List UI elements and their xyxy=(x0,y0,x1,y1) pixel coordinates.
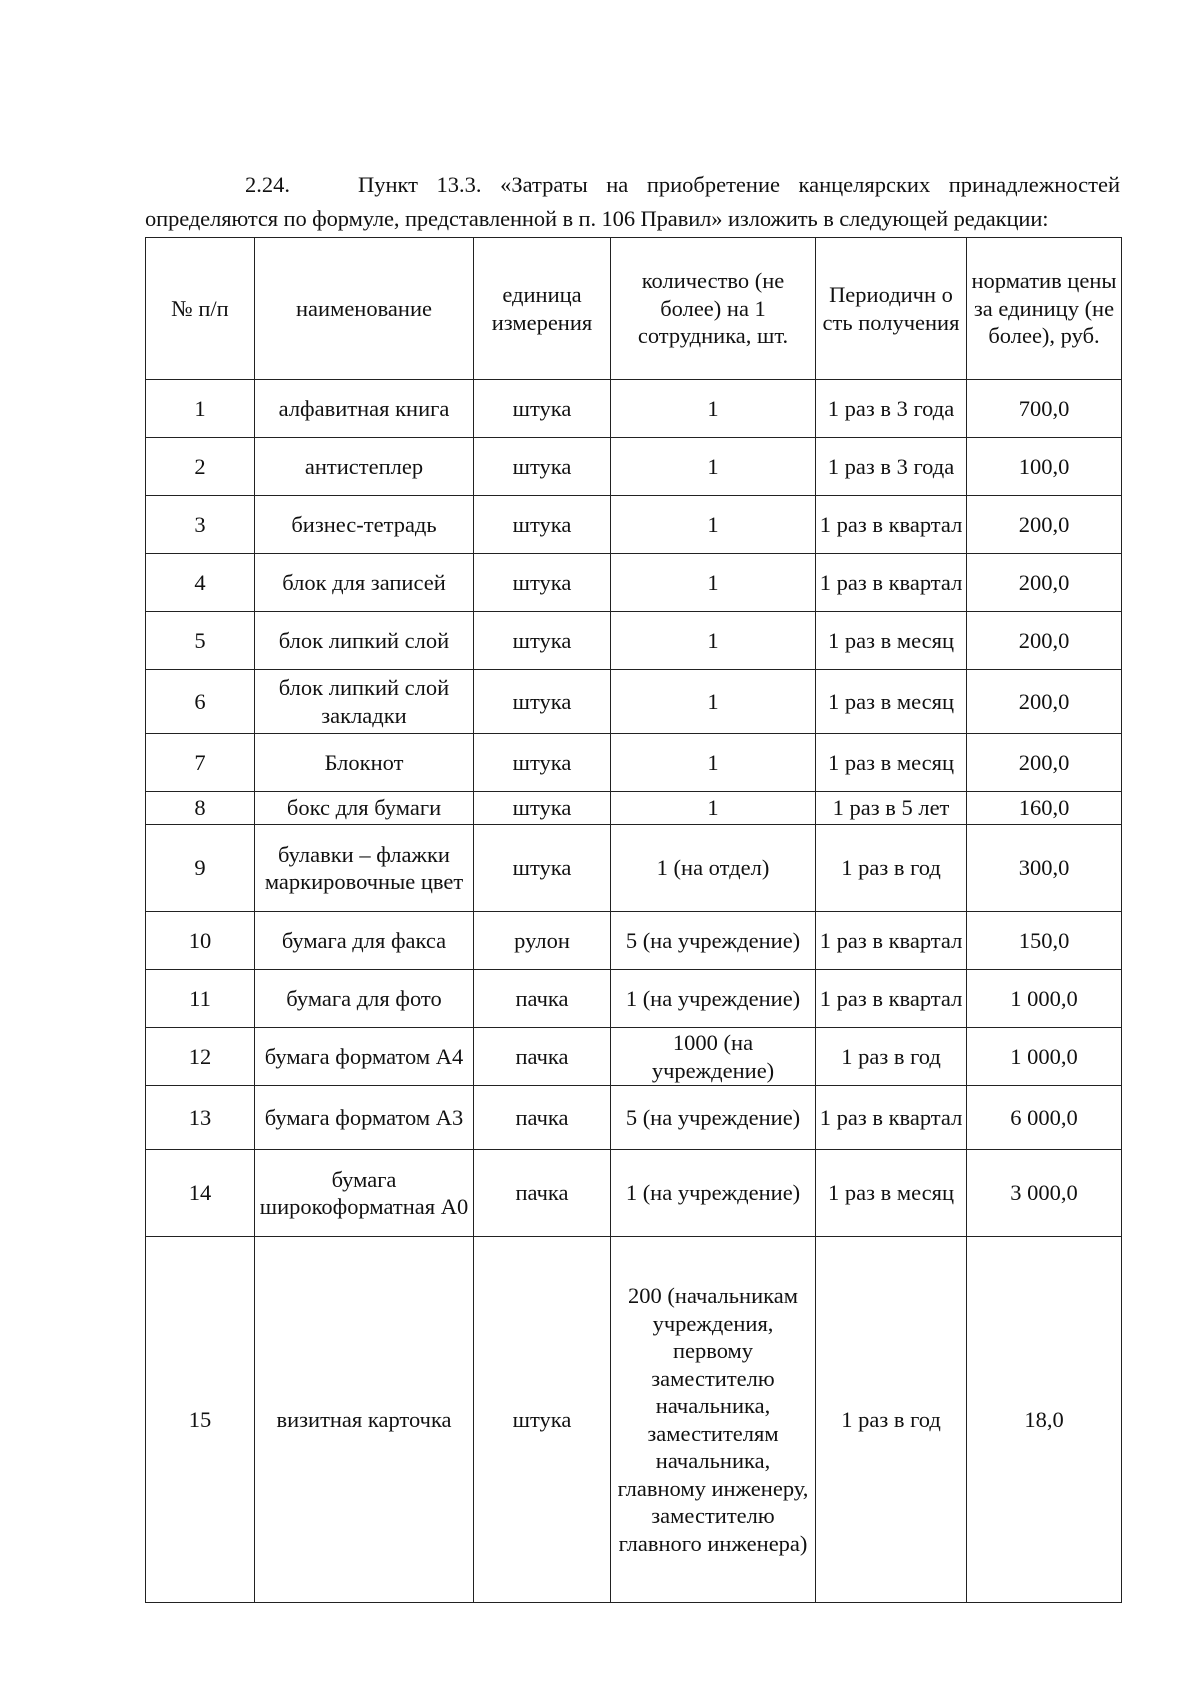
cell-number: 12 xyxy=(146,1028,255,1086)
cell-unit: штука xyxy=(474,825,611,912)
header-number: № п/п xyxy=(146,238,255,380)
cell-number: 11 xyxy=(146,970,255,1028)
cell-unit: штука xyxy=(474,554,611,612)
cell-name: алфавитная книга xyxy=(255,380,474,438)
cell-periodicity: 1 раз в месяц xyxy=(816,1150,967,1237)
cell-price: 200,0 xyxy=(967,612,1122,670)
cell-number: 7 xyxy=(146,734,255,792)
table-row xyxy=(146,825,1122,912)
table-row xyxy=(146,380,1122,438)
cell-periodicity: 1 раз в месяц xyxy=(816,734,967,792)
cell-quantity: 1 (на учреждение) xyxy=(611,1150,816,1237)
intro-paragraph xyxy=(145,168,1120,236)
cell-number: 5 xyxy=(146,612,255,670)
table-row xyxy=(146,554,1122,612)
cell-unit: пачка xyxy=(474,1150,611,1237)
cell-quantity: 1000 (на учреждение) xyxy=(611,1028,816,1086)
cell-price: 160,0 xyxy=(967,792,1122,825)
cell-unit: пачка xyxy=(474,1028,611,1086)
cell-quantity: 1 xyxy=(611,496,816,554)
cell-unit: штука xyxy=(474,670,611,734)
cell-price: 200,0 xyxy=(967,734,1122,792)
cell-periodicity: 1 раз в месяц xyxy=(816,670,967,734)
cell-periodicity: 1 раз в квартал xyxy=(816,1086,967,1150)
cell-unit: штука xyxy=(474,792,611,825)
cell-price: 200,0 xyxy=(967,496,1122,554)
cell-quantity: 1 xyxy=(611,612,816,670)
cell-name: блок липкий слой xyxy=(255,612,474,670)
cell-price: 6 000,0 xyxy=(967,1086,1122,1150)
cell-periodicity: 1 раз в год xyxy=(816,825,967,912)
cell-name: визитная карточка xyxy=(255,1237,474,1603)
cell-number: 8 xyxy=(146,792,255,825)
cell-number: 3 xyxy=(146,496,255,554)
cell-number: 1 xyxy=(146,380,255,438)
cell-name: бизнес-тетрадь xyxy=(255,496,474,554)
table-row xyxy=(146,970,1122,1028)
cell-price: 18,0 xyxy=(967,1237,1122,1603)
clause-number: 2.24. xyxy=(245,172,290,197)
cell-name: блок липкий слой закладки xyxy=(255,670,474,734)
cell-name: булавки – флажки маркировочные цвет xyxy=(255,825,474,912)
cell-periodicity: 1 раз в квартал xyxy=(816,554,967,612)
cell-number: 9 xyxy=(146,825,255,912)
cell-unit: штука xyxy=(474,734,611,792)
cell-periodicity: 1 раз в год xyxy=(816,1028,967,1086)
table-row xyxy=(146,438,1122,496)
cell-periodicity: 1 раз в год xyxy=(816,1237,967,1603)
cell-number: 10 xyxy=(146,912,255,970)
cell-quantity: 5 (на учреждение) xyxy=(611,1086,816,1150)
cell-price: 200,0 xyxy=(967,670,1122,734)
cell-periodicity: 1 раз в квартал xyxy=(816,912,967,970)
cell-price: 3 000,0 xyxy=(967,1150,1122,1237)
cell-price: 300,0 xyxy=(967,825,1122,912)
cell-periodicity: 1 раз в квартал xyxy=(816,496,967,554)
cell-number: 15 xyxy=(146,1237,255,1603)
cell-unit: штука xyxy=(474,380,611,438)
table-header-row xyxy=(146,238,1122,380)
cell-number: 14 xyxy=(146,1150,255,1237)
header-unit: единица измерения xyxy=(474,238,611,380)
cell-name: антистеплер xyxy=(255,438,474,496)
cell-quantity: 1 xyxy=(611,438,816,496)
cell-name: бокс для бумаги xyxy=(255,792,474,825)
table-row xyxy=(146,670,1122,734)
cell-unit: пачка xyxy=(474,1086,611,1150)
header-price: норматив цены за единицу (не более), руб. xyxy=(967,238,1122,380)
cell-name: бумага форматом А3 xyxy=(255,1086,474,1150)
cell-periodicity: 1 раз в 3 года xyxy=(816,438,967,496)
cell-unit: штука xyxy=(474,612,611,670)
table-row xyxy=(146,1150,1122,1237)
cell-unit: штука xyxy=(474,496,611,554)
intro-text-line-2: определяются по формуле, представленной в п. 106 Правил» изложить в следующей редакции: xyxy=(145,206,1049,231)
cell-quantity: 1 (на отдел) xyxy=(611,825,816,912)
table-row xyxy=(146,1028,1122,1086)
cell-periodicity: 1 раз в месяц xyxy=(816,612,967,670)
cell-price: 1 000,0 xyxy=(967,1028,1122,1086)
cell-number: 6 xyxy=(146,670,255,734)
cell-quantity: 1 xyxy=(611,734,816,792)
cell-price: 1 000,0 xyxy=(967,970,1122,1028)
table-row xyxy=(146,1237,1122,1603)
header-periodicity: Периодичн о сть получения xyxy=(816,238,967,380)
cell-quantity: 200 (начальникам учреждения, первому заместителю начальника, заместителям начальника, главному инженеру, заместителю главного инженера) xyxy=(611,1237,816,1603)
cell-name: бумага широкоформатная А0 xyxy=(255,1150,474,1237)
cell-periodicity: 1 раз в 3 года xyxy=(816,380,967,438)
table-row xyxy=(146,1086,1122,1150)
intro-line-1 xyxy=(145,168,1120,202)
cell-price: 100,0 xyxy=(967,438,1122,496)
table-row xyxy=(146,612,1122,670)
cell-name: бумага форматом А4 xyxy=(255,1028,474,1086)
cell-price: 700,0 xyxy=(967,380,1122,438)
cell-name: Блокнот xyxy=(255,734,474,792)
cell-number: 4 xyxy=(146,554,255,612)
table-row xyxy=(146,496,1122,554)
header-name: наименование xyxy=(255,238,474,380)
cell-name: бумага для фото xyxy=(255,970,474,1028)
cell-number: 2 xyxy=(146,438,255,496)
stationery-table xyxy=(145,237,1122,1603)
cell-quantity: 1 (на учреждение) xyxy=(611,970,816,1028)
cell-price: 200,0 xyxy=(967,554,1122,612)
cell-quantity: 1 xyxy=(611,380,816,438)
cell-quantity: 1 xyxy=(611,792,816,825)
cell-quantity: 1 xyxy=(611,554,816,612)
table-row xyxy=(146,912,1122,970)
cell-name: блок для записей xyxy=(255,554,474,612)
cell-quantity: 1 xyxy=(611,670,816,734)
cell-name: бумага для факса xyxy=(255,912,474,970)
cell-unit: штука xyxy=(474,438,611,496)
cell-periodicity: 1 раз в 5 лет xyxy=(816,792,967,825)
intro-text-line-1: Пункт 13.3. «Затраты на приобретение канцелярских принадлежностей xyxy=(358,172,1120,197)
cell-unit: штука xyxy=(474,1237,611,1603)
table-row xyxy=(146,734,1122,792)
cell-periodicity: 1 раз в квартал xyxy=(816,970,967,1028)
cell-quantity: 5 (на учреждение) xyxy=(611,912,816,970)
cell-unit: рулон xyxy=(474,912,611,970)
header-quantity: количество (не более) на 1 сотрудника, шт. xyxy=(611,238,816,380)
cell-number: 13 xyxy=(146,1086,255,1150)
cell-unit: пачка xyxy=(474,970,611,1028)
table-row xyxy=(146,792,1122,825)
cell-price: 150,0 xyxy=(967,912,1122,970)
table-body xyxy=(146,380,1122,1603)
